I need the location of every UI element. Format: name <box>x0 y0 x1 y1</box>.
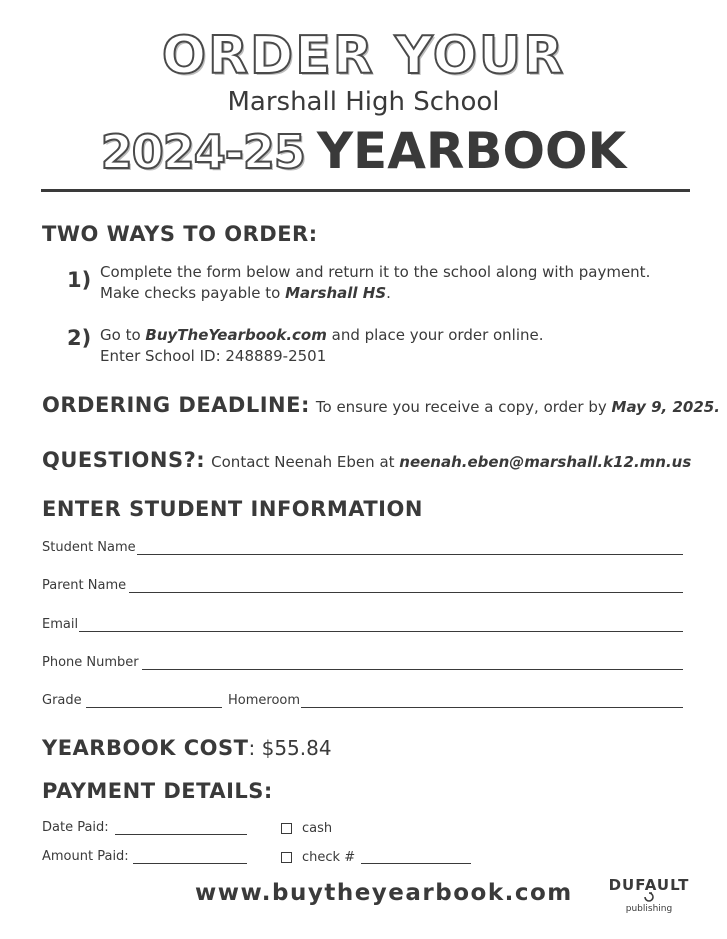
footer-website[interactable]: www.buytheyearbook.com <box>195 880 573 906</box>
logo-subtitle: publishing <box>625 904 673 914</box>
deadline-date: May 9, 2025. <box>611 398 720 416</box>
check-option[interactable] <box>281 850 471 865</box>
school-id: Enter School ID: 248889-2501 <box>100 347 327 365</box>
publisher-logo <box>606 876 692 914</box>
date-paid-field[interactable]: Date Paid: <box>42 820 247 835</box>
parent-name-line[interactable] <box>129 578 683 593</box>
questions-row <box>42 448 691 472</box>
grade-field[interactable]: Grade <box>42 693 222 708</box>
student-info-heading: ENTER STUDENT INFORMATION <box>42 497 423 521</box>
grade-line[interactable] <box>86 693 222 708</box>
phone-line[interactable] <box>142 655 683 670</box>
homeroom-line[interactable] <box>301 693 683 708</box>
amount-paid-field[interactable]: Amount Paid: <box>42 849 247 864</box>
student-name-field[interactable]: Student Name <box>42 540 683 555</box>
step-2-text <box>100 325 544 367</box>
date-paid-line[interactable] <box>115 820 247 835</box>
yearbook-cost-row: YEARBOOK COST: $55.84 <box>42 736 332 760</box>
email-line[interactable] <box>79 617 683 632</box>
step-1-number: 1) <box>67 268 92 292</box>
phone-field[interactable]: Phone Number <box>42 655 683 670</box>
deadline-text: To ensure you receive a copy, order by <box>315 398 612 416</box>
cost-price: $55.84 <box>255 736 332 760</box>
cash-label: cash <box>302 821 333 836</box>
step-2-number: 2) <box>67 326 92 350</box>
step-1-line2: Make checks payable to Marshall HS. <box>100 284 391 302</box>
questions-text: Contact Neenah Eben at <box>211 453 400 471</box>
title-order-your: ORDER YOUR <box>161 26 566 86</box>
step-1-line1: Complete the form below and return it to the school along with payment. <box>100 263 651 281</box>
title-yearbook-line <box>0 122 727 180</box>
contact-email[interactable]: neenah.eben@marshall.k12.mn.us <box>399 453 692 471</box>
parent-name-field[interactable]: Parent Name <box>42 578 683 593</box>
step-2-line1: Go to BuyTheYearbook.com and place your order online. <box>100 326 544 344</box>
check-checkbox[interactable] <box>281 852 292 863</box>
amount-paid-line[interactable] <box>133 849 247 864</box>
deadline-row <box>42 393 720 417</box>
step-1-text <box>100 262 650 304</box>
cash-checkbox[interactable] <box>281 823 292 834</box>
payable-to: Marshall HS <box>285 284 387 302</box>
check-label: check # <box>302 850 356 865</box>
payment-details-heading: PAYMENT DETAILS: <box>42 779 273 803</box>
year-label: 2024-25 <box>100 125 305 179</box>
questions-heading: QUESTIONS?: <box>42 448 206 472</box>
deadline-heading: ORDERING DEADLINE: <box>42 393 310 417</box>
logo-word: DUFAULT <box>608 876 690 894</box>
two-ways-heading: TWO WAYS TO ORDER: <box>42 222 318 246</box>
yearbook-label: YEARBOOK <box>316 122 627 180</box>
student-name-line[interactable] <box>137 540 683 555</box>
homeroom-field[interactable]: Homeroom <box>228 693 683 708</box>
school-name: Marshall High School <box>227 87 500 117</box>
email-field[interactable]: Email <box>42 617 683 632</box>
check-number-line[interactable] <box>361 851 471 864</box>
header-divider <box>41 189 690 192</box>
cash-option[interactable] <box>281 821 332 836</box>
website-link-inline[interactable]: BuyTheYearbook.com <box>145 326 327 344</box>
cost-heading: YEARBOOK COST <box>42 736 249 760</box>
